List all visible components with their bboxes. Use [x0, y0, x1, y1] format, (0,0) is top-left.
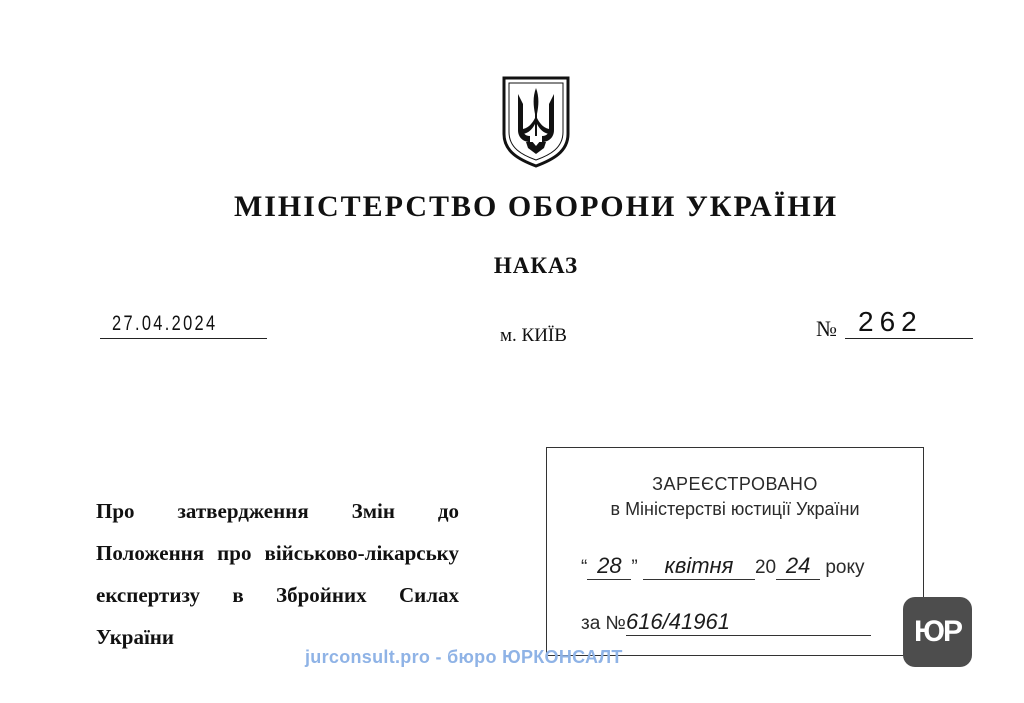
- registration-stamp: [546, 447, 924, 656]
- quote-close: ”: [631, 557, 638, 578]
- document-date: 27.04.2024: [112, 312, 218, 335]
- ministry-title: МІНІСТЕРСТВО ОБОРОНИ УКРАЇНИ: [233, 190, 839, 223]
- city: м. КИЇВ: [500, 325, 567, 346]
- stamp-year-prefix: 20: [754, 557, 777, 578]
- stamp-date-row: [581, 553, 865, 580]
- document-number: 262: [858, 306, 923, 337]
- document-type: НАКАЗ: [493, 253, 579, 278]
- stamp-number-label: за №: [581, 613, 626, 634]
- stamp-month: квітня: [643, 553, 755, 580]
- stamp-year-word: року: [825, 557, 865, 578]
- quote-open: “: [581, 557, 588, 578]
- date-underline: [100, 338, 267, 339]
- site-logo[interactable]: ЮР: [903, 597, 972, 667]
- watermark-text: jurconsult.pro - бюро ЮРКОНСАЛТ: [305, 647, 623, 667]
- number-label: №: [816, 316, 837, 341]
- stamp-title: ЗАРЕЄСТРОВАНО: [652, 474, 818, 494]
- stamp-number: 616/41961: [626, 609, 871, 636]
- document-subject: Про затвердження Змін до Положення про військово-лікарську експертизу в Збройних Силах України: [96, 499, 459, 649]
- stamp-subtitle: в Міністерстві юстиції України: [610, 499, 860, 519]
- stamp-number-row: [581, 609, 871, 636]
- number-underline: [845, 338, 973, 339]
- stamp-day: 28: [587, 553, 631, 580]
- stamp-year-suffix: 24: [776, 553, 820, 580]
- coat-of-arms-icon: [500, 74, 572, 168]
